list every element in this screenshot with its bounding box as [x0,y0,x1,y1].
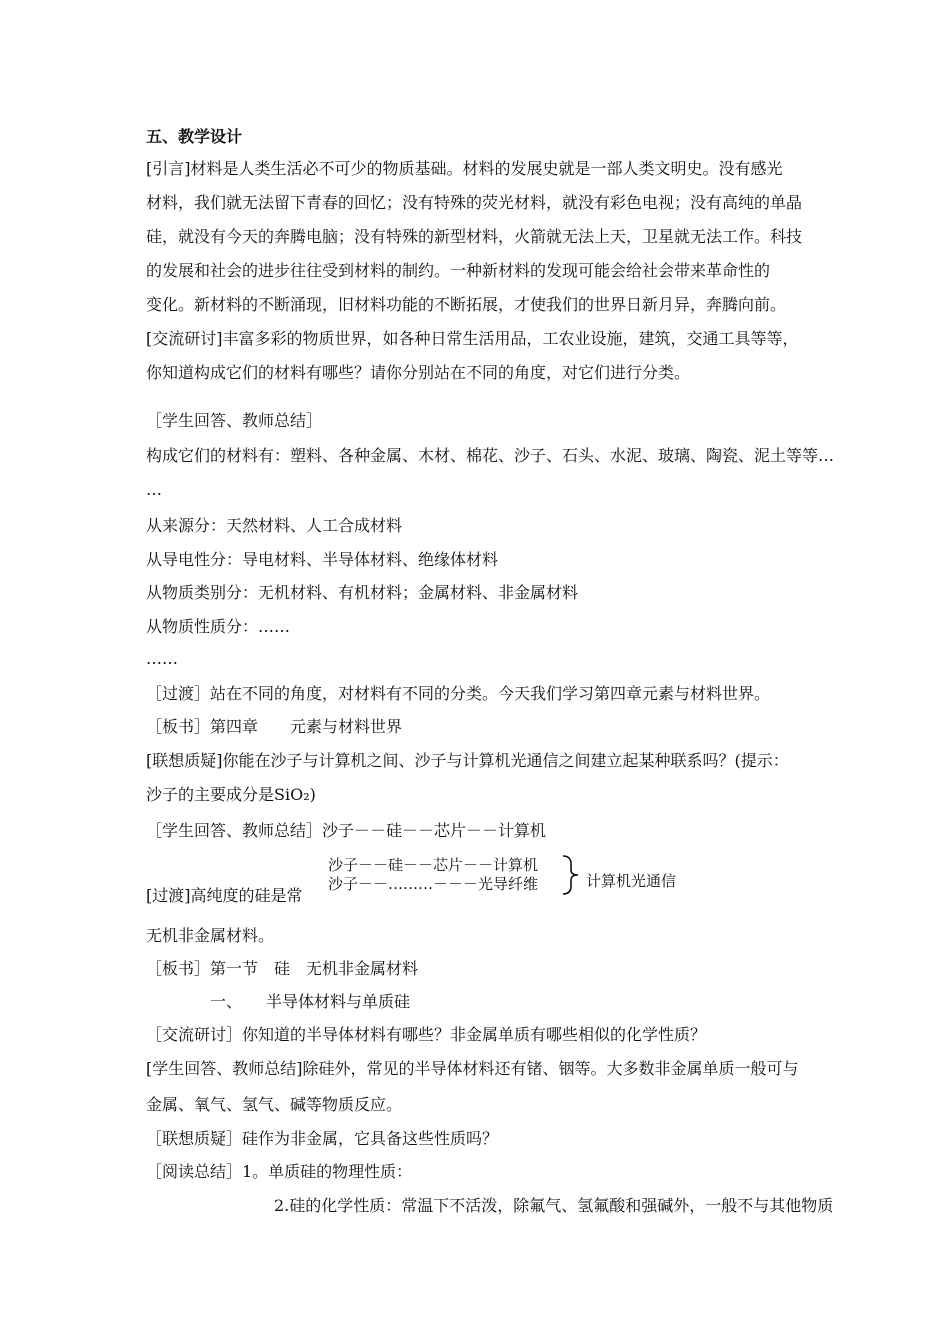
paragraph-line: 材料，我们就无法留下青春的回忆；没有特殊的荧光材料，就没有彩色电视；没有高纯的单晶 [146,193,803,212]
paragraph-line: 从物质类别分：无机材料、有机材料；金属材料、非金属材料 [146,583,579,602]
paragraph-line: …… [146,649,178,668]
paragraph-line: ［学生回答、教师总结］沙子－－硅－－芯片－－计算机 [146,821,547,840]
paragraph-line: [引言]材料是人类生活必不可少的物质基础。材料的发展史就是一部人类文明史。没有感光 [146,159,783,178]
paragraph-line: ［板书］第四章 元素与材料世界 [146,717,403,736]
paragraph-line: 从导电性分：导电材料、半导体材料、绝缘体材料 [146,550,499,569]
paragraph-line: ［阅读总结］1。单质硅的物理性质： [146,1162,413,1181]
paragraph-line: ［过渡］站在不同的角度，对材料有不同的分类。今天我们学习第四章元素与材料世界。 [146,684,771,703]
paragraph-line: 从来源分：天然材料、人工合成材料 [146,516,403,535]
paragraph-line: 构成它们的材料有：塑料、各种金属、木材、棉花、沙子、石头、水泥、玻璃、陶瓷、泥土等等… [146,446,835,465]
paragraph-line: 从物质性质分：…… [146,617,291,636]
paragraph-line: ［板书］第一节 硅 无机非金属材料 [146,959,419,978]
paragraph-line: [交流研讨]丰富多彩的物质世界，如各种日常生活用品，工农业设施，建筑，交通工具等等， [146,329,799,348]
paragraph-line: 硅，就没有今天的奔腾电脑；没有特殊的新型材料，火箭就无法上天，卫星就无法工作。科技 [146,227,803,246]
paragraph-line: … [146,480,162,499]
paragraph-line: 金属、氧气、氢气、碱等物质反应。 [146,1095,403,1114]
paragraph-line: 无机非金属材料。 [146,926,275,945]
paragraph-line: 的发展和社会的进步往往受到材料的制约。一种新材料的发现可能会给社会带来革命性的 [146,261,771,280]
diagram-row-fiber: 沙子－－………－－－光导纤维 [328,875,539,893]
paragraph-line: 一、 半导体材料与单质硅 [146,992,411,1011]
paragraph-line: [学生回答、教师总结]除硅外，常见的半导体材料还有锗、铟等。大多数非金属单质一般可与 [146,1059,799,1078]
paragraph-line: 你知道构成它们的材料有哪些？请你分别站在不同的角度，对它们进行分类。 [146,363,691,382]
paragraph-line: ［学生回答、教师总结］ [146,411,323,430]
paragraph-line: 变化。新材料的不断涌现，旧材料功能的不断拓展，才使我们的世界日新月异，奔腾向前。 [146,295,787,314]
paragraph-line: ［交流研讨］你知道的半导体材料有哪些？非金属单质有哪些相似的化学性质？ [146,1025,707,1044]
right-brace-icon [560,854,582,896]
paragraph-line: ［联想质疑］硅作为非金属，它具备这些性质吗？ [146,1129,499,1148]
paragraph-line: [过渡]高纯度的硅是常 [146,886,303,905]
section-heading: 五、教学设计 [146,127,243,146]
diagram-result: 计算机光通信 [586,872,677,890]
paragraph-line: 沙子的主要成分是SiO₂) [146,785,316,804]
paragraph-line: [联想质疑]你能在沙子与计算机之间、沙子与计算机光通信之间建立起某种联系吗？(提示： [146,751,789,770]
paragraph-line: 2.硅的化学性质：常温下不活泼，除氟气、氢氟酸和强碱外，一般不与其他物质 [146,1196,834,1215]
diagram-row-computer: 沙子－－硅－－芯片－－计算机 [328,856,539,874]
relation-diagram [324,854,724,910]
